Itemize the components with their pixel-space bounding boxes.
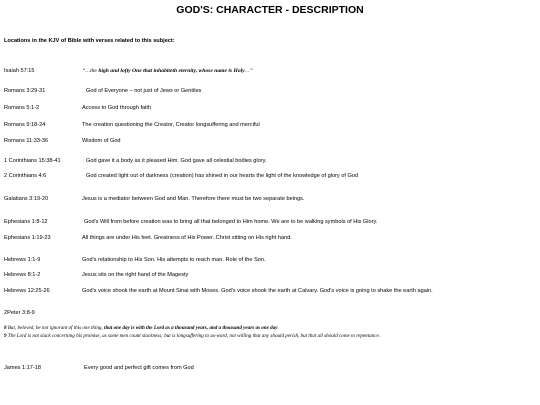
verse-description: God's voice shook the earth at Mount Sinai with Moses. God's voice shook the earth at Calvary. God's voice is going to shake the earth again. xyxy=(82,288,433,294)
verse-reference: Romans 9:18-24 xyxy=(4,122,46,128)
verse-reference: 2Peter 3:8-9 xyxy=(4,310,35,316)
verse-description: God's relationship to His Son. His attempts to reach man. Role of the Son. xyxy=(82,257,266,263)
verse-reference: Isaiah 57:15 xyxy=(4,68,35,74)
verse-reference: Hebrews 8:1-2 xyxy=(4,272,41,278)
page-title: GOD'S: CHARACTER - DESCRIPTION xyxy=(176,4,364,16)
verse-description: Jesus sits on the right hand of the Magesty xyxy=(82,272,189,278)
verse-reference: Ephesians 1:19-23 xyxy=(4,235,51,241)
verse-reference: Romans 5:1-2 xyxy=(4,105,40,111)
verse-reference: Hebrews 1:1-9 xyxy=(4,257,41,263)
verse-reference: 2 Corinthians 4:6 xyxy=(4,173,47,179)
verse-reference: Galatians 3:19-20 xyxy=(4,196,49,202)
verse-description: Access to God through faith xyxy=(82,105,152,111)
verse-description: God gave it a body as it pleased Him. God gave all celestial bodies glory. xyxy=(86,158,267,164)
verse-reference: James 1:17-18 xyxy=(4,365,42,371)
verse-description: Jesus is a mediator between God and Man. Therefore there must be two separate beings. xyxy=(82,196,305,202)
verse-description: God created light out of darkness (creation) has shined in our hearts the light of the knowledge of glory of God xyxy=(86,173,359,179)
verse-reference: Romans 11:33-36 xyxy=(4,138,49,144)
verse-description: “…the high and lofty One that inhabiteth eternity, whose name is Holy…” xyxy=(82,68,253,74)
page-subtitle: Locations in the KJV of Bible with verses related to this subject: xyxy=(4,38,175,44)
verse-description: Every good and perfect gift comes from God xyxy=(84,365,194,371)
verse-quote-2-peter-3-9: 9 The Lord is not slack concerning his promise, as some men count slackness; but is longsuffering to us-ward, not willing that any should perish, but that all should come to repentance. xyxy=(4,333,381,339)
verse-description: God of Everyone – not just of Jews or Gentiles xyxy=(86,88,202,94)
verse-reference: 1 Corinthians 15:38-41 xyxy=(4,158,61,164)
verse-description: Wisdom of God xyxy=(82,138,121,144)
verse-quote-2-peter-3-8: 8 But, beloved, be not ignorant of this one thing, that one day is with the Lord as a thousand years, and a thousand years as one day. xyxy=(4,325,279,331)
verse-reference: Ephesians 1:8-12 xyxy=(4,219,48,225)
verse-description: The creation questioning the Creator, Creator longsuffering and merciful xyxy=(82,122,260,128)
verse-description: God's Will from before creation was to bring all that belonged to Him home. We are to be walking symbols of His Glory. xyxy=(84,219,378,225)
verse-reference: Hebrews 12:25-26 xyxy=(4,288,50,294)
verse-reference: Romans 3:29-31 xyxy=(4,88,46,94)
verse-description: All things are under His feet. Greatness of His Power. Christ sitting on His right hand. xyxy=(82,235,292,241)
